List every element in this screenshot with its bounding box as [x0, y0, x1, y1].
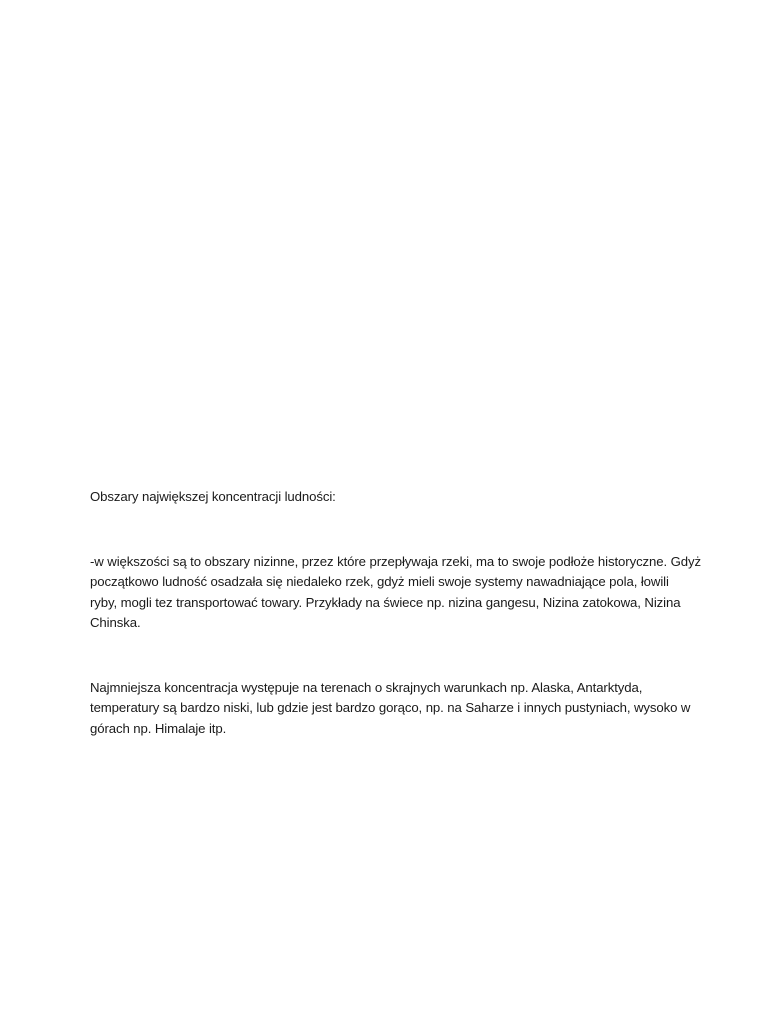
paragraph-line: górach np. Himalaje itp. [90, 720, 227, 736]
paragraph-sparse-areas [90, 678, 691, 740]
paragraph-line: ryby, mogli tez transportować towary. Przykłady na świece np. nizina gangesu, Nizina zatokowa, Nizina [90, 594, 681, 610]
document-body [90, 487, 702, 739]
heading-text: Obszary największej koncentracji ludności: [90, 489, 336, 504]
paragraph-line: temperatury są bardzo niski, lub gdzie jest bardzo gorąco, np. na Saharze i innych pustyniach, wysoko w [90, 700, 691, 715]
paragraph-line: Chinska. [90, 615, 141, 630]
paragraph-line: -w większości są to obszary nizinne, przez które przepływaja rzeki, ma to swoje podłoże historyczne. Gdyż [90, 553, 702, 569]
paragraph-dense-areas [90, 552, 702, 634]
paragraph-line: początkowo ludność osadzała się niedaleko rzek, gdyż mieli swoje systemy nawadniające pola, łowili [90, 574, 669, 589]
paragraph-line: Najmniejsza koncentracja występuje na terenach o skrajnych warunkach np. Alaska, Antarktyda, [90, 679, 643, 695]
section-heading [90, 487, 674, 508]
